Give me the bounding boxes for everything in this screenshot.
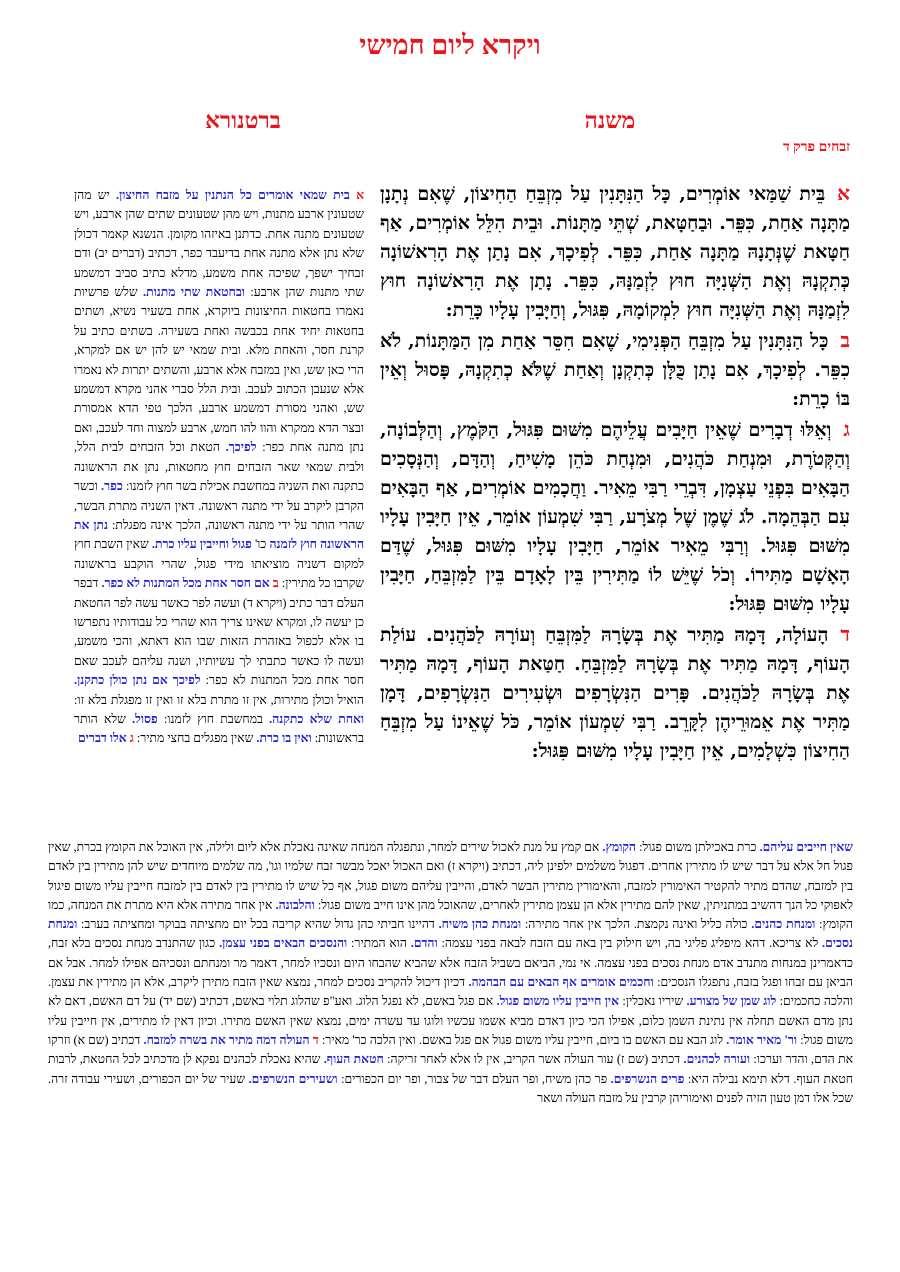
commentary-text: אם פגל באשם, לא נפגל הלוג. ואע"פ שהלוג תלוי באשם, דכתיב (שם יד) על דם האשם, דאם לא נתן מדם האשם תחלה אין נתינת השמן כלום, אפילו הכי כיון דאדם מביא אשמו עכשיו ולוגו עד עשרה ימים, נמצא שאין האשם מתירו. וכיון דאין לו מתירים, אין חייבין עליו משום פגול: bbox=[48, 994, 853, 1047]
dibur-hamatchil: פרים הנשרפים. bbox=[610, 1071, 685, 1086]
mishna-text: הָעוֹלָה, דָּמָהּ מַתִּיר אֶת בְּשָׂרָהּ לַמִּזְבֵּחַ וְעוֹרָהּ לַכֹּהֲנִים. עוֹלַת הָעוֹף, דָּמָהּ מַתִּיר אֶת בְּשָׂרָהּ לַמִּזְבֵּחַ. חַטַּאת הָעוֹף, דָּמָהּ מַתִּיר אֶת בְּשָׂרָהּ לַכֹּהֲנִים. פָּרִים הַנִּשְׂרָפִים וּשְׂעִירִים הַנִּשְׂרָפִים, דָּמָן מַתִּיר אֶת אֵמוּרֵיהֶן לִקָּרֵב. רַבִּי שִׁמְעוֹן אוֹמֵר, כֹּל שֶׁאֵינוֹ עַל מִזְבֵּחַ הַחִיצוֹן כִּשְׁלָמִים, אֵין חַיָּבִין עָלָיו מִשּׁוּם פִּגּוּל: bbox=[380, 624, 850, 762]
commentary-text: אין אחר מתירה אלא היא מתרת את המנחה, כמו הקומץ: bbox=[48, 897, 853, 932]
commentary-text: דכתיב (שם א) וזרקו את הדם, והדר וערכו: bbox=[48, 1032, 853, 1067]
bartenura-side-column bbox=[74, 186, 364, 826]
commentary-text: יש מהן שטעונין ארבע מתנות, ויש מהן שטעונים שתים שהן ארבע, ויש שטעונים מתנה אחת. כדתנן באיזהו מקומן. הנשנא קאמר דכולן שלא נתן אלא מתנה אחת בדיעבד כפר, דכתיב (דברים יב) ודם זבחיך ישפך, שפיכה אחת משמע, מדלא כתיב סביב דמשמע שתי מתנות שהן ארבע: bbox=[74, 188, 364, 300]
dibur-hamatchil: אלו דברים bbox=[78, 731, 127, 746]
commentary-text: הטאת וכל הזבחים לבית הלל, ולבית שמאי שאר הזבחים חוץ מחטאות, נתן את הראשונה כתקנה ואת השניה במחשבת אכילת בשר חוץ לזמנו: bbox=[74, 440, 364, 494]
dibur-hamatchil: נתן את הראשונה חוץ לזמנה bbox=[74, 517, 364, 552]
commentary-text: אם קמץ על מנת לאכול שירים למחר, ונתפגלה המנחה שאינה נאכלת אלא ליום ולילה, אין האוכל את הקומץ בכרת, שאין פגול חל אלא על דבר שיש לו מתירין אחרים. דפגול משלמים ילפינן ליה, דכתיב (ויקרא ז) ואם האכול יאכל מבשר זבח שלמיו וגו', מה שלמים מיוחדים שיש להן מתירין בין לאדם בין למזבח, שהדם מתיר להקטיר האימורין למזבח, והאימורין מתירין הבשר לאדם, והייבין עליהם משום פגול, אף כל שיש לו מתירין בין לאדם בין למזבח חייבין עליו משום פיגול לאפוקי כל הנך דהשיב במתניתין, שאין להם מתירין אלא הן עצמן מתירין לאחרים, שהאוכל מהן אינו חייב משום פגול: bbox=[48, 840, 853, 912]
commentary-text: הואיל וכולן מתירות, אין זו מתרת בלא זו ואין זו מפגלת בלא זו: bbox=[74, 692, 364, 707]
mishna-text: בֵּית שַׁמַּאי אוֹמְרִים, כָּל הַנִּתָּנִין עַל מִזְבֵּחַ הַחִיצוֹן, שֶׁאִם נְתָנָן מַתָּנָה אַחַת, כִּפֵּר. וּבַחַטָּאת, שְׁתֵּי מַתָּנוֹת. וּבֵית הִלֵּל אוֹמְרִים, אַף חַטָּאת שֶׁנְּתָנָהּ מַתָּנָה אַחַת, כִּפֵּר. לְפִיכָךְ, אִם נָתַן אֶת הָרִאשׁוֹנָה כְּתִקְנָהּ וְאֶת הַשְּׁנִיָּה חוּץ לִזְמַנָּהּ, כִּפֵּר. נָתַן אֶת הָרִאשׁוֹנָה חוּץ לִזְמַנָּהּ וְאֶת הַשְּׁנִיָּה חוּץ לִמְקוֹמָהּ, פִּגּוּל, וְחַיָּבִין עָלָיו כָּרֵת: bbox=[380, 183, 850, 321]
commentary-text: שלש פרשיות נאמרו בחטאות החיצונות ביוקרא, אחת בשעיר נשיא, ושתים בחטאות יחיד אחת בכבשה ואחת בשעירה. בשתים כתיב על קרנת חסר, והאחת מלא. ובית שמאי יש להן יש אם למקרא, הרי כאן שש, ואין במזבח אלא ארבע, והשתים יתרות לא נאמרו אלא שנעבן הכתוב לעכב. ובית הלל סברי אהני מקרא דמשמע שש, ואהני מסורת דמשמע ארבע, הלכך טפי הדא אמסורת ובצר הדא ממקרא והוו להו חמש, ארבע למצוה וחד לעכב, ואם נתן מתנה אחת כפר: bbox=[74, 285, 364, 455]
dibur-hamatchil: ומנחת כהן משיח. bbox=[438, 917, 522, 932]
dibur-hamatchil: פסול. bbox=[132, 711, 158, 726]
dibur-hamatchil: העולה דמה מתיר את בשרה למזבח. bbox=[143, 1032, 310, 1047]
commentary-text: דכתיב (שם ז) עור העולה אשר הקריב, אין לו אלא לאחר זריקה: bbox=[387, 1052, 681, 1067]
commentary-text: שאין מפגלים בחצי מתיר: bbox=[136, 731, 254, 746]
dibur-hamatchil: ומנחת כהנים. bbox=[751, 917, 816, 932]
dibur-hamatchil: אם חסר אחת מכל המתנות לא כפר. bbox=[101, 576, 270, 591]
dibur-hamatchil: אין חייבין עליו משום פגול. bbox=[496, 994, 620, 1009]
dibur-hamatchil: והלבונה. bbox=[275, 897, 315, 912]
dibur-hamatchil: בית שמאי אומרים כל הנתנין על מזבח החיצון. bbox=[116, 188, 350, 202]
dibur-hamatchil: פגול וחייבין עליו כרת. bbox=[151, 537, 252, 552]
dibur-hamatchil: שאין חייבים עליהם. bbox=[759, 840, 853, 854]
dibur-hamatchil: וחכמים אומרים אף הבאים עם הבהמה. bbox=[468, 975, 654, 990]
dibur-hamatchil: ואחת שלא כתקנה. bbox=[269, 711, 364, 726]
commentary-text: דכיון דיכול להקריב נסכים למחר, נמצא שאין הזבח מתירן ליקרב, אלא הן מתירין את עצמן. והלכה כחכמים: bbox=[48, 975, 853, 1009]
dibur-hamatchil: ואין בו כרת. bbox=[256, 731, 312, 746]
page-title: ויקרא ליום חמישי bbox=[359, 30, 541, 60]
commentary-text: כרת באכילתן משום פגול: bbox=[639, 840, 757, 854]
commentary-text: דבפר העלם דבר כתיב (ויקרא ד) ועשה לפר כאשר עשה לפר החטאת כן יעשה לו, ומקרא שאינו צריך הוא שהרי כל עבודותיו נתפרשו בו אלא לכפול באזהרת הזאות שבו הוא דאתא, והכי משמע, ועשה לו כאשר כתבתי לך עשיותיו, ושנה עליהם לעכב שאם חסר אחת מכל המתנות לא כפר: bbox=[74, 576, 364, 688]
commentary-text: כגון שהתנדב מנחת נסכים בלא זבח, כדאמרינן במנחות מתנדב אדם מנחת נסכים בפני עצמה. אי נמי, הביאם בשביל הזבח אלא שהביא שהבחו היום ונסכיו למחר, דאמר מר ומנחתם ונסכיהם אפילו למחר. אבל אם הביאן עם זבחו ופגל בזבח, נתפגלו הנסכים: bbox=[48, 936, 853, 990]
mishna-text: וְאֵלּוּ דְבָרִים שֶׁאֵין חַיָּבִים עֲלֵיהֶם מִשּׁוּם פִּגּוּל, הַקֹּמֶץ, וְהַלְּבוֹנָה, וְהַקְּטֹרֶת, וּמִנְחַת כֹּהֲנִים, וּמִנְחַת כֹּהֵן מָשִׁיחַ, וְהַדָּם, וְהַנְּסָכִים הַבָּאִים בִּפְנֵי עַצְמָן, דִּבְרֵי רַבִּי מֵאִיר. וַחֲכָמִים אוֹמְרִים, אַף הַבָּאִים עִם הַבְּהֵמָה. לֹג שֶׁמֶן שֶׁל מְצֹרָע, רַבִּי שִׁמְעוֹן אוֹמֵר, אֵין חַיָּבִין עָלָיו מִשּׁוּם פִּגּוּל. וְרַבִּי מֵאִיר אוֹמֵר, חַיָּבִין עָלָיו מִשּׁוּם פִּגּוּל, שֶׁדַּם הָאָשָׁם מַתִּירוֹ. וְכֹל שֶׁיֵּשׁ לוֹ מַתִּירִין בֵּין לָאָדָם בֵּין לַמִּזְבֵּחַ, חַיָּבִין עָלָיו מִשּׁוּם פִּגּוּל: bbox=[380, 419, 850, 615]
dibur-hamatchil: לוג שמן של מצורע. bbox=[686, 994, 777, 1009]
dibur-hamatchil: ועורה לכהנים. bbox=[683, 1052, 751, 1067]
mishna-column bbox=[380, 180, 850, 820]
bartenura-bottom-block bbox=[48, 838, 853, 1262]
commentary-letter: א bbox=[356, 188, 364, 202]
mishna-paragraph bbox=[380, 416, 850, 619]
commentary-text: כולה כליל ואינה נקמצת. הלכך אין אחר מתירה: bbox=[524, 917, 748, 932]
commentary-text: וכשר הקרבן ליקרב על ידי מתנה ראשונה. דאין השניה מתרת הבשר, שהרי הותר על ידי מתנה ראשונה, הלכך אינה מפגלת: bbox=[74, 479, 364, 532]
commentary-text: שאין השבת חוץ למקום דשניה מוציאתו מידי פגול, שהרי הוקבע בראשונה שקרבו כל מתירין: bbox=[74, 537, 364, 591]
commentary-text: כו' bbox=[254, 537, 267, 552]
mishna-letter: ב bbox=[840, 330, 850, 352]
commentary-text: שעיר של יום הכפורים, ושעירי עבודה זרה. שכל אלו דמן טעון הזיה לפנים ואימוריהן קרבין על מזבח העולה ושאר bbox=[48, 1071, 853, 1105]
mishna-paragraph bbox=[380, 327, 850, 414]
commentary-text: פר כהן משיח, ופר העלם דבר של צבור, ופר יום הכפורים: bbox=[341, 1071, 608, 1086]
commentary-text: דהיינו חביתי כהן גדול שהיא קריבה בכל יום מחציתה בבוקר ומחציתה בערב: bbox=[80, 917, 435, 932]
commentary-letter: ג bbox=[129, 731, 134, 746]
bartenura-header: ברטנורא bbox=[205, 108, 281, 133]
mishna-letter: ג bbox=[843, 419, 850, 441]
dibur-hamatchil: והדם. bbox=[410, 936, 438, 951]
commentary-text: שלא הותר בראשונות: bbox=[74, 711, 364, 746]
mishna-letter: א bbox=[837, 183, 850, 205]
commentary-text: לא צריכא. דהא מיפליג פליגי בה, ויש חילוק בין באה עם הזבח לבאה בפני עצמה: bbox=[441, 936, 819, 951]
dibur-hamatchil: הקומץ. bbox=[602, 840, 636, 854]
dibur-hamatchil: ומנחת נסכים. bbox=[48, 917, 853, 951]
chapter-label: זבחים פרק ד bbox=[782, 140, 850, 155]
dibur-hamatchil: ושעירים הנשרפים. bbox=[248, 1071, 338, 1086]
dibur-hamatchil: כפר. bbox=[101, 479, 123, 494]
commentary-text: שיריו נאכלין: bbox=[622, 994, 684, 1009]
mishna-letter: ד bbox=[840, 624, 850, 646]
commentary-text: הוא המתיר: bbox=[350, 936, 407, 951]
dibur-hamatchil: והנסכים הבאים בפני עצמן. bbox=[219, 936, 348, 951]
commentary-letter: ב bbox=[272, 576, 279, 591]
dibur-hamatchil: ובחטאת שתי מתנות. bbox=[143, 285, 245, 300]
dibur-hamatchil: לפיכך אם נתן כולן כתקנן. bbox=[74, 673, 201, 688]
dibur-hamatchil: חטאת העוף. bbox=[323, 1052, 384, 1067]
mishna-paragraph bbox=[380, 180, 850, 325]
dibur-hamatchil: לפיכך. bbox=[225, 440, 257, 455]
mishna-header: משנה bbox=[584, 108, 636, 133]
mishna-text: כָּל הַנִּתָּנִין עַל מִזְבֵּחַ הַפְּנִימִי, שֶׁאִם חִסֵּר אַחַת מִן הַמַּתָּנוֹת, לֹא כִפֵּר. לְפִיכָךְ, אִם נָתַן כֻּלָּן כְּתִקְנָן וְאַחַת שֶׁלֹּא כְתִקְנָהּ, פָּסוּל וְאֵין בּוֹ כָרֵת: bbox=[380, 330, 850, 410]
commentary-text: לוג הבא עם האשם בו ביום, חייבין עליו משום פגול אם פגל באשם. ואין הלכה כר' מאיר: bbox=[321, 1032, 724, 1047]
dibur-hamatchil: ור' מאיר אומר. bbox=[726, 1032, 798, 1047]
commentary-text: שהיא נאכלת לכהנים נפקא לן מדכתיב לכל החטאת, לרבות חטאת העוף. דלא תימא נבילה היא: bbox=[48, 1052, 853, 1086]
commentary-letter: ד bbox=[312, 1032, 319, 1047]
mishna-paragraph bbox=[380, 621, 850, 766]
commentary-text: במחשבת חוץ לזמנו: bbox=[163, 711, 263, 726]
